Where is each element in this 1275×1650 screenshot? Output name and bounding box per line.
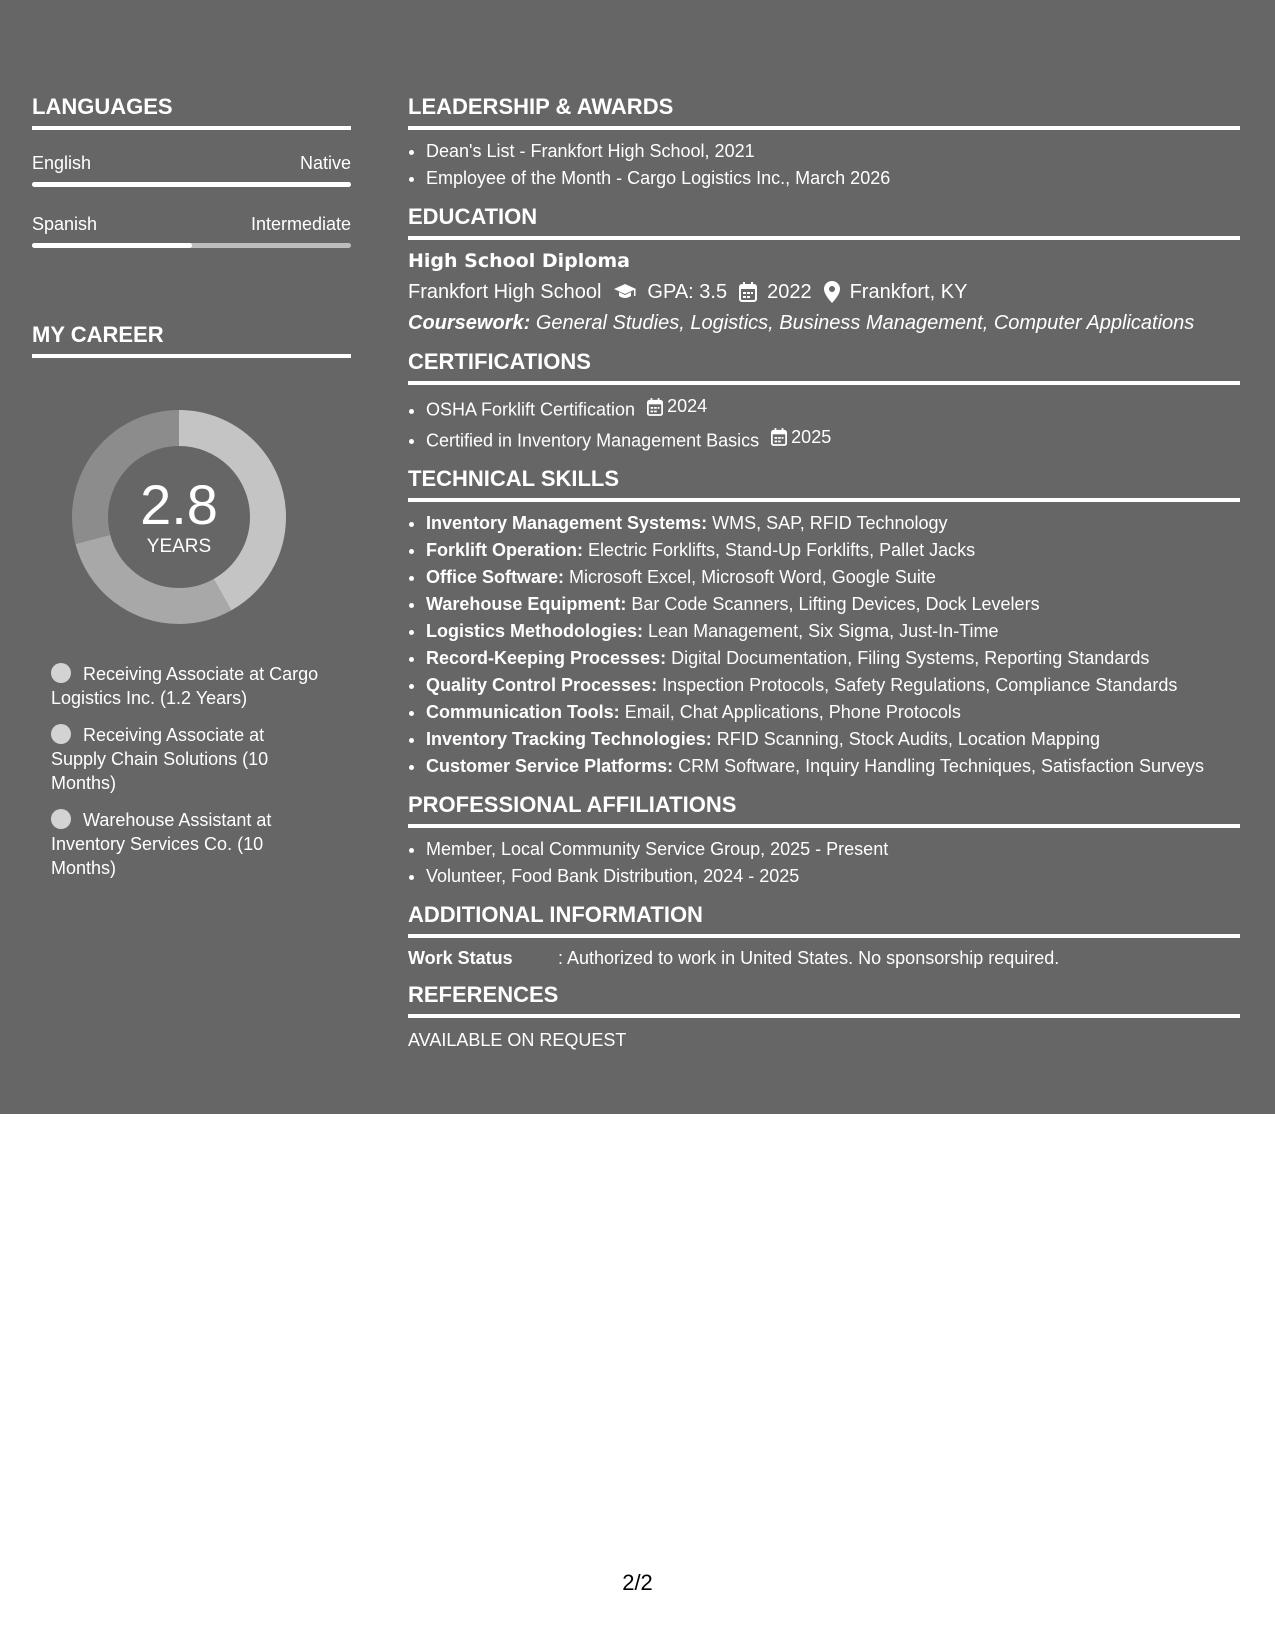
language-proficiency-fill: [32, 243, 192, 248]
degree-name: High School Diploma: [408, 250, 630, 272]
language-proficiency-bar: [32, 243, 351, 248]
career-total-years: 2.8: [140, 473, 218, 536]
skill-label: Logistics Methodologies:: [426, 621, 644, 641]
certification-name: OSHA Forklift Certification: [426, 399, 636, 420]
career-legend-label: Warehouse Assistant at Inventory Services Co. (10 Months): [51, 810, 272, 878]
skill-value: Email, Chat Applications, Phone Protocols: [624, 702, 961, 722]
language-item: [32, 152, 351, 187]
skill-label: Record-Keeping Processes:: [426, 648, 667, 668]
career-title: MY CAREER: [32, 322, 351, 358]
left-column: [32, 94, 351, 893]
language-proficiency-bar: [32, 182, 351, 187]
references-text: AVAILABLE ON REQUEST: [408, 1030, 627, 1050]
skill-item: [426, 564, 1240, 591]
language-level: Intermediate: [250, 214, 351, 234]
school-name: Frankfort High School: [408, 281, 602, 303]
career-donut-chart: [64, 402, 294, 632]
coursework-label: Coursework:: [408, 312, 531, 334]
skills-section: [408, 466, 1240, 780]
calendar-icon: [771, 428, 787, 446]
certification-name: Certified in Inventory Management Basics: [426, 430, 760, 450]
legend-dot-icon: [51, 724, 71, 744]
certification-year: 2025: [791, 426, 832, 447]
gpa-value: GPA: 3.5: [647, 281, 728, 303]
skill-label: Forklift Operation:: [426, 540, 583, 560]
leadership-section: [408, 94, 1240, 192]
certification-item: [426, 424, 1240, 455]
language-item: [32, 213, 351, 248]
graduation-cap-icon: [613, 283, 637, 301]
skill-label: Quality Control Processes:: [426, 675, 658, 695]
skill-label: Office Software:: [426, 567, 565, 587]
skills-title: TECHNICAL SKILLS: [408, 466, 1240, 502]
school-location: Frankfort, KY: [849, 281, 968, 303]
education-meta: [408, 278, 1240, 306]
skill-value: Inspection Protocols, Safety Regulations, Compliance Standards: [662, 675, 1178, 695]
leadership-item: • Employee of the Month - Cargo Logistics Inc., March 2026: [426, 165, 1240, 192]
certifications-section: [408, 349, 1240, 454]
certification-year: 2024: [667, 396, 708, 416]
work-status-label: Work Status: [408, 948, 513, 968]
work-status-value: : Authorized to work in United States. No sponsorship required.: [558, 948, 1060, 968]
education-title: EDUCATION: [408, 204, 1240, 240]
affiliations-title: PROFESSIONAL AFFILIATIONS: [408, 792, 1240, 828]
skill-value: Digital Documentation, Filing Systems, Reporting Standards: [671, 648, 1150, 668]
career-legend-item: [51, 808, 321, 880]
calendar-icon: [739, 282, 757, 302]
certification-item: [426, 393, 1240, 424]
page-number: 2/2: [622, 1570, 653, 1595]
skill-value: Electric Forklifts, Stand-Up Forklifts, Pallet Jacks: [588, 540, 976, 560]
education-section: [408, 204, 1240, 337]
references-section: [408, 982, 1240, 1051]
languages-title: LANGUAGES: [32, 94, 351, 130]
career-legend: [51, 662, 321, 880]
skill-value: Microsoft Excel, Microsoft Word, Google Suite: [569, 567, 936, 587]
skill-value: RFID Scanning, Stock Audits, Location Mapping: [716, 729, 1100, 749]
career-legend-item: [51, 662, 321, 710]
language-proficiency-fill: [32, 182, 351, 187]
language-name: English: [32, 153, 92, 173]
skill-item: [426, 699, 1240, 726]
references-title: REFERENCES: [408, 982, 1240, 1018]
career-legend-item: [51, 723, 321, 795]
skill-item: [426, 537, 1240, 564]
graduation-year: 2022: [767, 281, 812, 303]
skill-item: [426, 591, 1240, 618]
skill-item: [426, 618, 1240, 645]
career-legend-label: Receiving Associate at Supply Chain Solutions (10 Months): [51, 725, 269, 793]
additional-info-title: ADDITIONAL INFORMATION: [408, 902, 1240, 938]
leadership-title: LEADERSHIP & AWARDS: [408, 94, 1240, 130]
skill-item: [426, 645, 1240, 672]
skill-item: [426, 510, 1240, 537]
skill-item: [426, 726, 1240, 753]
language-name: Spanish: [32, 214, 98, 234]
location-pin-icon: [824, 281, 840, 303]
calendar-icon: [647, 398, 663, 416]
legend-dot-icon: [51, 809, 71, 829]
skill-value: Lean Management, Six Sigma, Just-In-Time: [648, 621, 999, 641]
affiliations-section: [408, 792, 1240, 890]
languages-section: [32, 94, 351, 248]
language-level: Native: [299, 153, 351, 173]
coursework-value: General Studies, Logistics, Business Management, Computer Applications: [535, 312, 1195, 334]
skills-list: [408, 510, 1240, 780]
affiliation-item: • Member, Local Community Service Group, 2025 - Present: [426, 836, 1240, 863]
certifications-title: CERTIFICATIONS: [408, 349, 1240, 385]
right-column: [408, 94, 1240, 1063]
skill-label: Customer Service Platforms:: [426, 756, 674, 776]
skill-value: WMS, SAP, RFID Technology: [712, 513, 948, 533]
leadership-item: • Dean's List - Frankfort High School, 2021: [426, 138, 1240, 165]
career-section: [32, 322, 351, 880]
legend-dot-icon: [51, 663, 71, 683]
additional-info-section: [408, 902, 1240, 970]
skill-label: Communication Tools:: [426, 702, 620, 722]
skill-value: CRM Software, Inquiry Handling Techniques, Satisfaction Surveys: [678, 756, 1205, 776]
career-total-unit: YEARS: [146, 536, 212, 557]
skill-label: Inventory Tracking Technologies:: [426, 729, 712, 749]
affiliation-item: • Volunteer, Food Bank Distribution, 2024 - 2025: [426, 863, 1240, 890]
skill-label: Inventory Management Systems:: [426, 513, 708, 533]
skill-value: Bar Code Scanners, Lifting Devices, Dock Levelers: [631, 594, 1040, 614]
career-legend-label: Receiving Associate at Cargo Logistics Inc. (1.2 Years): [51, 664, 319, 708]
skill-label: Warehouse Equipment:: [426, 594, 627, 614]
coursework: [408, 309, 1240, 337]
skill-item: [426, 672, 1240, 699]
skill-item: [426, 753, 1240, 780]
